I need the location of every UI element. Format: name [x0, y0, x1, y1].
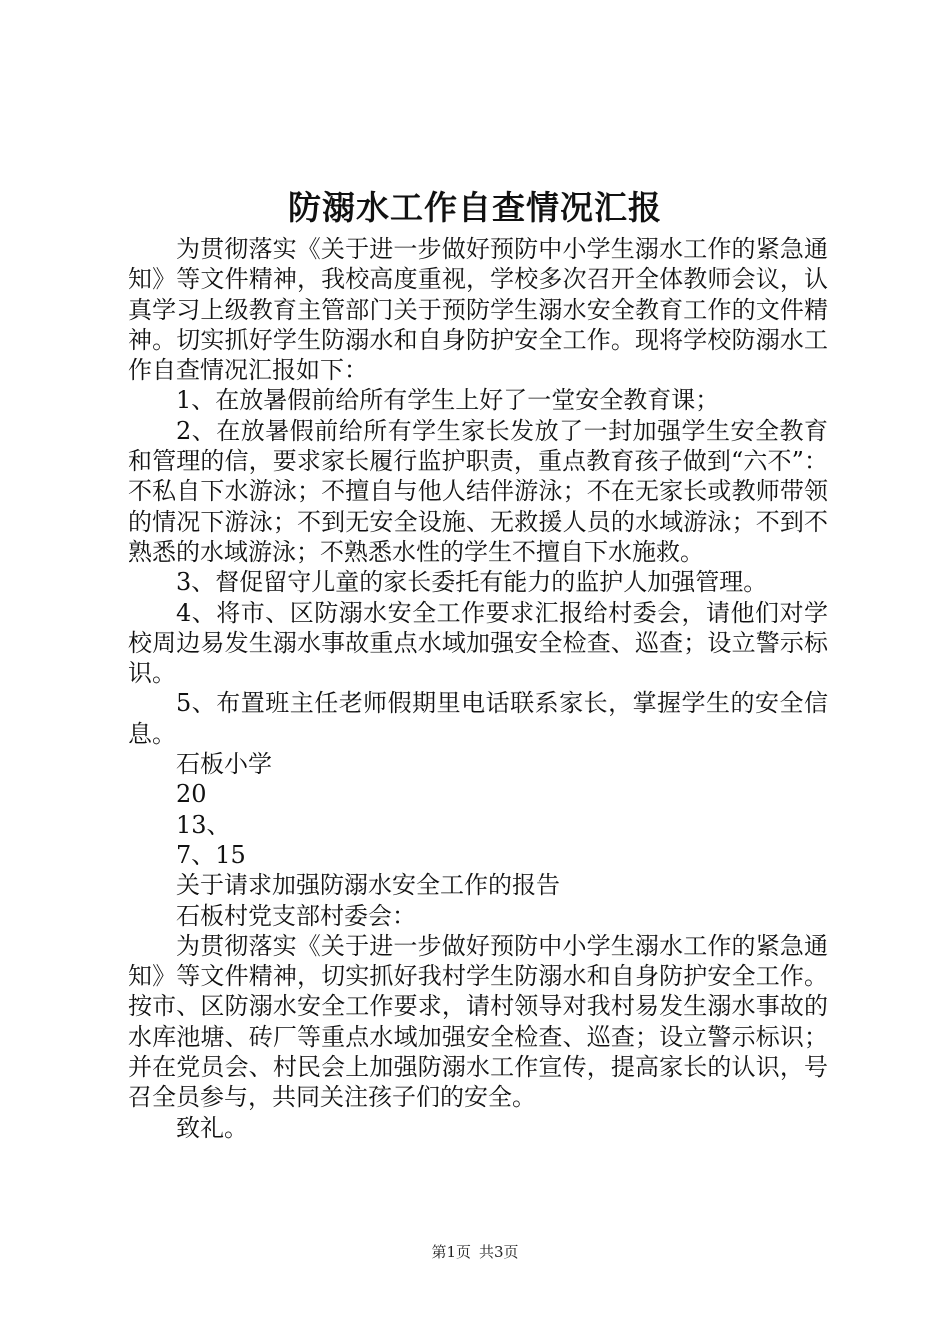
- paragraph-request-body: 为贯彻落实《关于进一步做好预防中小学生溺水工作的紧急通知》等文件精神，切实抓好我村学生防溺水和自身防护安全工作。按市、区防溺水安全工作要求，请村领导对我村易发生溺水事故的水库池塘、砖厂等重点水域加强安全检查、巡查；设立警示标识；并在党员会、村民会上加强防溺水工作宣传，提高家长的认识，号召全员参与，共同关注孩子们的安全。: [128, 931, 828, 1112]
- signature-school: 石板小学: [176, 750, 272, 779]
- document-title: 防溺水工作自查情况汇报: [288, 188, 662, 227]
- page-number-total: 共3页: [479, 1243, 519, 1261]
- signature-date-year-part-1: 20: [176, 780, 207, 809]
- paragraph-item-1: 1、在放暑假前给所有学生上好了一堂安全教育课；: [176, 386, 720, 415]
- signature-date-month-day: 7、15: [176, 840, 246, 869]
- paragraph-intro: 为贯彻落实《关于进一步做好预防中小学生溺水工作的紧急通知》等文件精神，我校高度重视，学校多次召开全体教师会议，认真学习上级教育主管部门关于预防学生溺水安全教育工作的文件精神。切实抓好学生防溺水和自身防护安全工作。现将学校防溺水工作自查情况汇报如下：: [128, 235, 828, 385]
- page-number-current: 第1页: [431, 1243, 471, 1261]
- salutation: 石板村党支部村委会：: [176, 901, 416, 930]
- section-heading-request-report: 关于请求加强防溺水安全工作的报告: [176, 871, 560, 900]
- paragraph-item-5: 5、布置班主任老师假期里电话联系家长，掌握学生的安全信息。: [128, 689, 828, 748]
- paragraph-item-2: 2、在放暑假前给所有学生家长发放了一封加强学生安全教育和管理的信，要求家长履行监护职责，重点教育孩子做到“六不”：不私自下水游泳；不擅自与他人结伴游泳；不在无家长或教师带领的情况下游泳；不到无安全设施、无救援人员的水域游泳；不到不熟悉的水域游泳；不熟悉水性的学生不擅自下水施救。: [128, 416, 828, 566]
- closing-regards: 致礼。: [176, 1113, 248, 1142]
- paragraph-item-3: 3、督促留守儿童的家长委托有能力的监护人加强管理。: [176, 568, 768, 597]
- page-footer: [0, 1242, 950, 1262]
- signature-date-year-part-2: 13、: [176, 810, 231, 839]
- paragraph-item-4: 4、将市、区防溺水安全工作要求汇报给村委会，请他们对学校周边易发生溺水事故重点水域加强安全检查、巡查；设立警示标识。: [128, 598, 828, 688]
- document-body: [128, 234, 828, 1143]
